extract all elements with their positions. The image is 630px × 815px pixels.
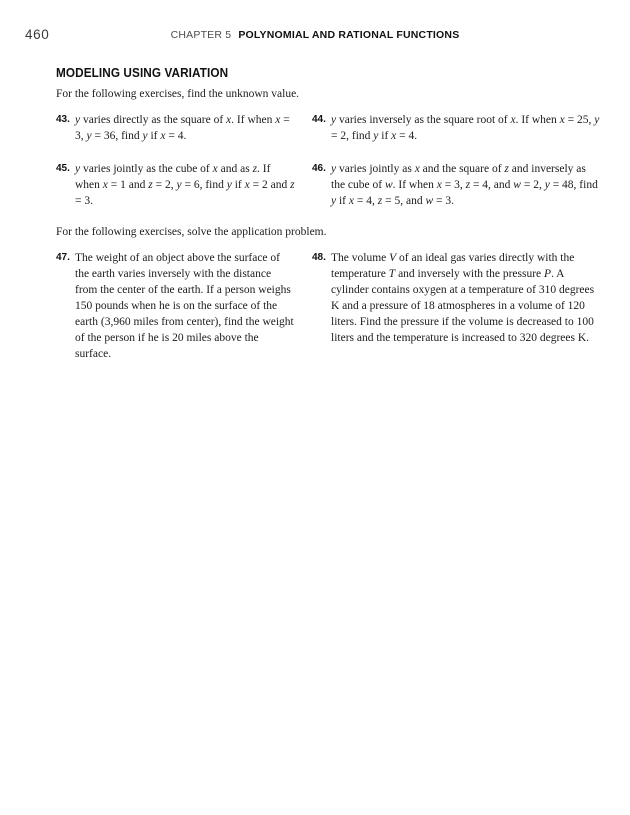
exercise-46	[312, 161, 600, 209]
exercise-45	[56, 161, 296, 209]
textbook-page	[0, 0, 630, 362]
exercise-grid-find-unknown	[56, 112, 606, 209]
page-content	[56, 66, 606, 362]
exercise-number: 48.	[312, 252, 326, 263]
exercise-44	[312, 112, 600, 144]
exercise-text: The weight of an object above the surface of the earth varies inversely with the distance from the center of the earth. If a person weighs 150 pounds when he is on the surface of the earth (3,960 miles from center), find the weight of the person if he is 20 miles above the surface.	[75, 252, 294, 360]
section-title: MODELING USING VARIATION	[56, 66, 229, 80]
exercise-text: y varies inversely as the square root of x. If when x = 25, y = 2, find y if x = 4.	[331, 114, 600, 142]
exercise-text: The volume V of an ideal gas varies directly with the temperature T and inversely with the pressure P. A cylinder contains oxygen at a temperature of 310 degrees K and a pressure of 18 atmospheres in a volume of 120 liters. Find the pressure if the volume is decreased to 100 liters and the temperature is increased to 320 degrees K.	[331, 252, 595, 344]
exercise-47	[56, 250, 296, 362]
instruction-find-unknown: For the following exercises, find the unknown value.	[56, 88, 300, 100]
exercise-grid-application	[56, 250, 606, 362]
exercise-number: 43.	[56, 114, 70, 125]
running-head	[0, 29, 630, 41]
exercise-text: y varies directly as the square of x. If when x = 3, y = 36, find y if x = 4.	[75, 114, 290, 142]
exercise-number: 44.	[312, 114, 326, 125]
page-number: 460	[25, 27, 50, 42]
page-header	[0, 0, 630, 42]
exercise-43	[56, 112, 296, 144]
instruction-application: For the following exercises, solve the application problem.	[56, 226, 327, 238]
exercise-number: 46.	[312, 163, 326, 174]
chapter-title: POLYNOMIAL AND RATIONAL FUNCTIONS	[238, 29, 460, 41]
exercise-48	[312, 250, 600, 346]
chapter-label: CHAPTER 5	[170, 29, 232, 41]
exercise-number: 45.	[56, 163, 70, 174]
exercise-text: y varies jointly as x and the square of z and inversely as the cube of w. If when x = 3, z = 4, and w = 2, y = 48, find y if x = 4, z = 5, and w = 3.	[331, 163, 598, 207]
exercise-text: y varies jointly as the cube of x and as z. If when x = 1 and z = 2, y = 6, find y if x = 2 and z = 3.	[75, 163, 295, 207]
exercise-number: 47.	[56, 252, 70, 263]
